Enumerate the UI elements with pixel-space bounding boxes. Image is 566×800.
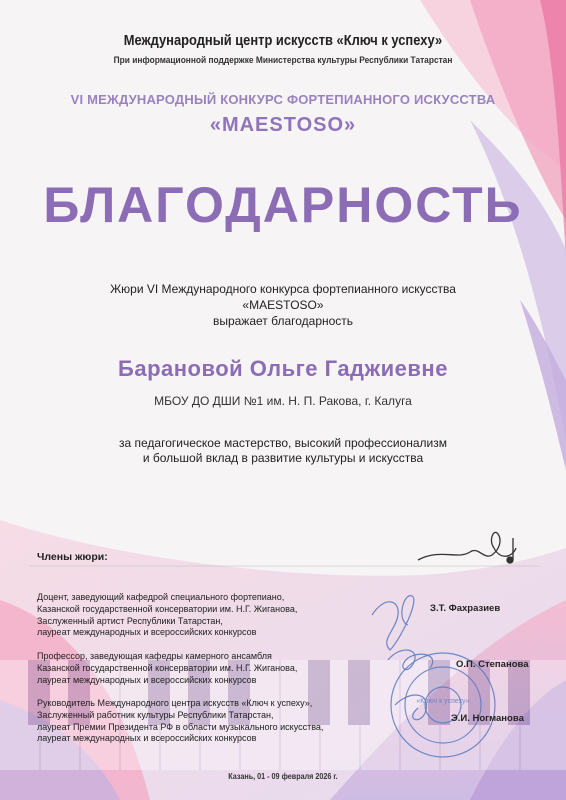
treble-clef-icon	[418, 532, 516, 563]
footer-place-date: Казань, 01 - 09 февраля 2026 г.	[228, 772, 338, 781]
support-line: При информационной поддержке Министерства культуры Республики Татарстан	[113, 55, 453, 66]
jury-member-name: З.Т. Фахразиев	[430, 603, 501, 614]
jury-member-3	[37, 698, 367, 745]
jury-intro	[0, 281, 566, 329]
jury-member-line: Казанской государственной консерватории им. Н.Г. Жиганова,	[37, 603, 298, 614]
jury-member-line: Доцент, заведующий кафедрой специального фортепиано,	[37, 592, 285, 602]
organization-name: Международный центр искусств «Ключ к успеху»	[123, 32, 443, 49]
jury-member-line: Руководитель Международного центра искусств «Ключ к успеху»,	[37, 698, 313, 708]
jury-member-line: лауреат Премии Президента РФ в области музыкального искусства,	[37, 721, 324, 732]
reason-text	[0, 436, 566, 466]
jury-intro-line: выражает благодарность	[212, 314, 354, 328]
jury-member-line: Заслуженный работник культуры Республики Татарстан,	[37, 709, 274, 720]
jury-member-1	[37, 592, 367, 639]
stamp-text: «Ключ к успеху»	[416, 698, 470, 705]
jury-intro-line: «MAESTOSO»	[242, 298, 324, 312]
jury-member-line: лауреат международных и всероссийских конкурсов	[37, 674, 257, 685]
contest-name: VI МЕЖДУНАРОДНЫЙ КОНКУРС ФОРТЕПИАННОГО ИСКУССТВА	[70, 92, 496, 107]
recipient-institution: МБОУ ДО ДШИ №1 им. Н. П. Ракова, г. Калуга	[154, 394, 412, 408]
jury-member-line: Профессор, заведующая кафедры камерного ансамбля	[37, 651, 272, 661]
jury-heading: Члены жюри:	[37, 551, 108, 563]
jury-member-name: О.П. Степанова	[456, 659, 529, 670]
jury-member-name: Э.И. Ногманова	[451, 713, 524, 724]
jury-member-line: Казанской государственной консерватории им. Н.Г. Жиганова,	[37, 662, 298, 673]
jury-member-line: лауреат международных и всероссийских конкурсов	[37, 627, 257, 638]
jury-member-line: лауреат международных и всероссийских конкурсов	[37, 733, 257, 744]
document-title: БЛАГОДАРНОСТЬ	[43, 177, 523, 233]
jury-member-2	[37, 651, 367, 686]
reason-line: за педагогическое мастерство, высокий профессионализм	[119, 436, 447, 450]
contest-title: «MAESTOSO»	[209, 114, 357, 136]
jury-intro-line: Жюри VI Международного конкурса фортепианного искусства	[110, 282, 456, 296]
jury-member-line: Заслуженный артист Республики Татарстан,	[37, 615, 223, 626]
reason-line: и большой вклад в развитие культуры и искусства	[142, 451, 424, 465]
recipient-name: Барановой Ольге Гаджиевне	[118, 356, 448, 381]
